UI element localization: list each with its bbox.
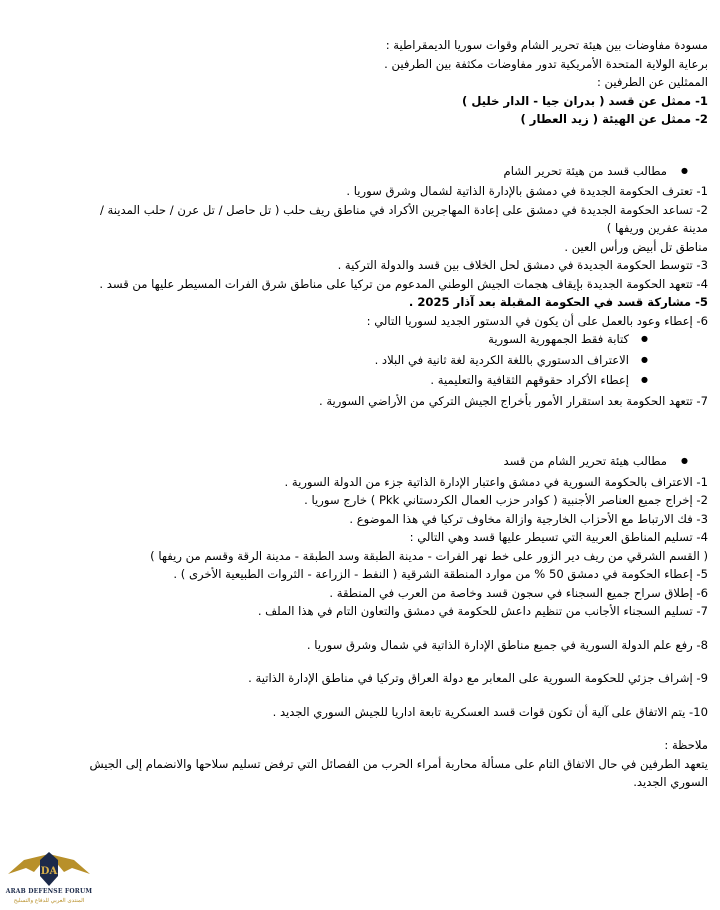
logo-name: ARAB DEFENSE FORUM [5, 888, 93, 895]
representative-item: 1- ممثل عن قسد ( بدران جيا - الدار خليل ) [461, 93, 708, 108]
sdf-demand-item: 3- تتوسط الحكومة الجديدة في دمشق لحل الخلاف بين قسد والدولة التركية . [337, 258, 708, 272]
hts-demand-item: 2- إخراج جميع العناصر الأجنبية ( كوادر حزب العمال الكردستاني Pkk ) خارج سوريا . [304, 493, 708, 507]
representative-item: 2- ممثل عن الهيئة ( زيد العطار ) [520, 112, 708, 126]
hts-demand-item: 5- إعطاء الحكومة في دمشق 50 % من موارد المنطقة الشرقية ( النفط - الزراعة - الثروات الطبيعية الأخرى ) . [173, 567, 708, 581]
hts-demand-item: 6- إطلاق سراح جميع السجناء في سجون قسد وخاصة من العرب في المنطقة . [329, 585, 708, 600]
constitution-sub-item: ● الاعتراف الدستوري باللغة الكردية لغة ثانية في البلاد . [12, 351, 708, 372]
hts-demand-item: 9- إشراف جزئي للحكومة السورية على المعابر مع دولة العراق وتركيا في مناطق الإدارة الذاتية . [248, 671, 708, 685]
forum-logo-watermark [4, 848, 94, 908]
sdf-demand-item: 7- تتعهد الحكومة بعد استقرار الأمور بأخراج الجيش التركي من الأراضي السورية . [318, 393, 708, 408]
logo-subtitle: المنتدى العربي للدفاع والتسليح [13, 898, 85, 904]
hts-demand-item: 8- رفع علم الدولة السورية في جميع مناطق الإدارة الذاتية في شمال وشرق سوريا . [306, 637, 708, 652]
document-body [12, 36, 708, 792]
document-title: مسودة مفاوضات بين هيئة تحرير الشام وقوات سوريا الديمقراطية : [385, 38, 708, 52]
section-heading-sdf-demands: ● مطالب قسد من هيئة تحرير الشام [12, 162, 708, 183]
sponsor-line: برعاية الولاية المتحدة الأمريكية تدور مفاوضات مكثفة بين الطرفين . [384, 56, 708, 71]
logo-letters: DA [40, 866, 58, 877]
constitution-sub-item: ● كتابة فقط الجمهورية السورية [12, 330, 708, 351]
constitution-sub-item: ● إعطاء الأكراد حقوقهم الثقافية والتعليمية . [12, 371, 708, 392]
hts-demand-item: 10- يتم الاتفاق على آلية أن تكون قوات قسد العسكرية تابعة اداريا للجيش السوري الجديد . [272, 704, 708, 719]
hts-demand-item: 3- فك الارتباط مع الأحزاب الخارجية وازالة مخاوف تركيا في هذا الموضوع . [349, 511, 708, 526]
note-text: السوري الجديد. [633, 775, 708, 789]
hts-demand-item: ( القسم الشرقي من ريف دير الزور على خط نهر الفرات - مدينة الطبقة وسد الطبقة - مدينة الرقة وقسم من ريفها ) [150, 548, 708, 563]
sdf-demand-item: 1- تعترف الحكومة الجديدة في دمشق بالإدارة الذاتية لشمال وشرق سوريا . [346, 184, 708, 198]
sdf-demand-item: 4- تتعهد الحكومة الجديدة بإيقاف هجمات الجيش الوطني المدعوم من تركيا على مناطق شرق الفرات المسيطر عليها من قسد . [99, 276, 708, 291]
section-heading-hts-demands: ● مطالب هيئة تحرير الشام من قسد [12, 452, 708, 473]
sdf-demand-item: مناطق تل أبيض ورأس العين . [564, 239, 708, 254]
hts-demand-item: 7- تسليم السجناء الأجانب من تنظيم داعش للحكومة في دمشق والتعاون التام في هذا الملف . [257, 604, 708, 618]
representatives-label: الممثلين عن الطرفين : [596, 75, 708, 89]
hts-demand-item: 1- الاعتراف بالحكومة السورية في دمشق واعتبار الإدارة الذاتية جزء من الدولة السورية . [284, 474, 708, 489]
note-label: ملاحظة : [664, 738, 708, 752]
sdf-demand-item: 2- تساعد الحكومة الجديدة في دمشق على إعادة المهاجرين الأكراد في مناطق ريف حلب ( تل حاصل / تل عرن / حلب المدينة / [99, 202, 708, 217]
eagle-emblem-icon [4, 848, 94, 890]
sdf-demand-item: 6- إعطاء وعود بالعمل على أن يكون في الدستور الجديد لسوريا التالي : [366, 313, 708, 328]
hts-demand-item: 4- تسليم المناطق العربية التي تسيطر عليها قسد وهي التالي : [409, 530, 708, 544]
sdf-demand-item: 5- مشاركة قسد في الحكومة المقبلة بعد آذار 2025 . [408, 295, 708, 309]
sdf-demand-item: مدينة عفرين وريفها ) [606, 221, 708, 235]
note-text: يتعهد الطرفين في حال الاتفاق التام على مسألة محاربة أمراء الحرب من الفصائل التي ترفض تسليم سلاحها والانضمام إلى الجيش [89, 756, 708, 771]
